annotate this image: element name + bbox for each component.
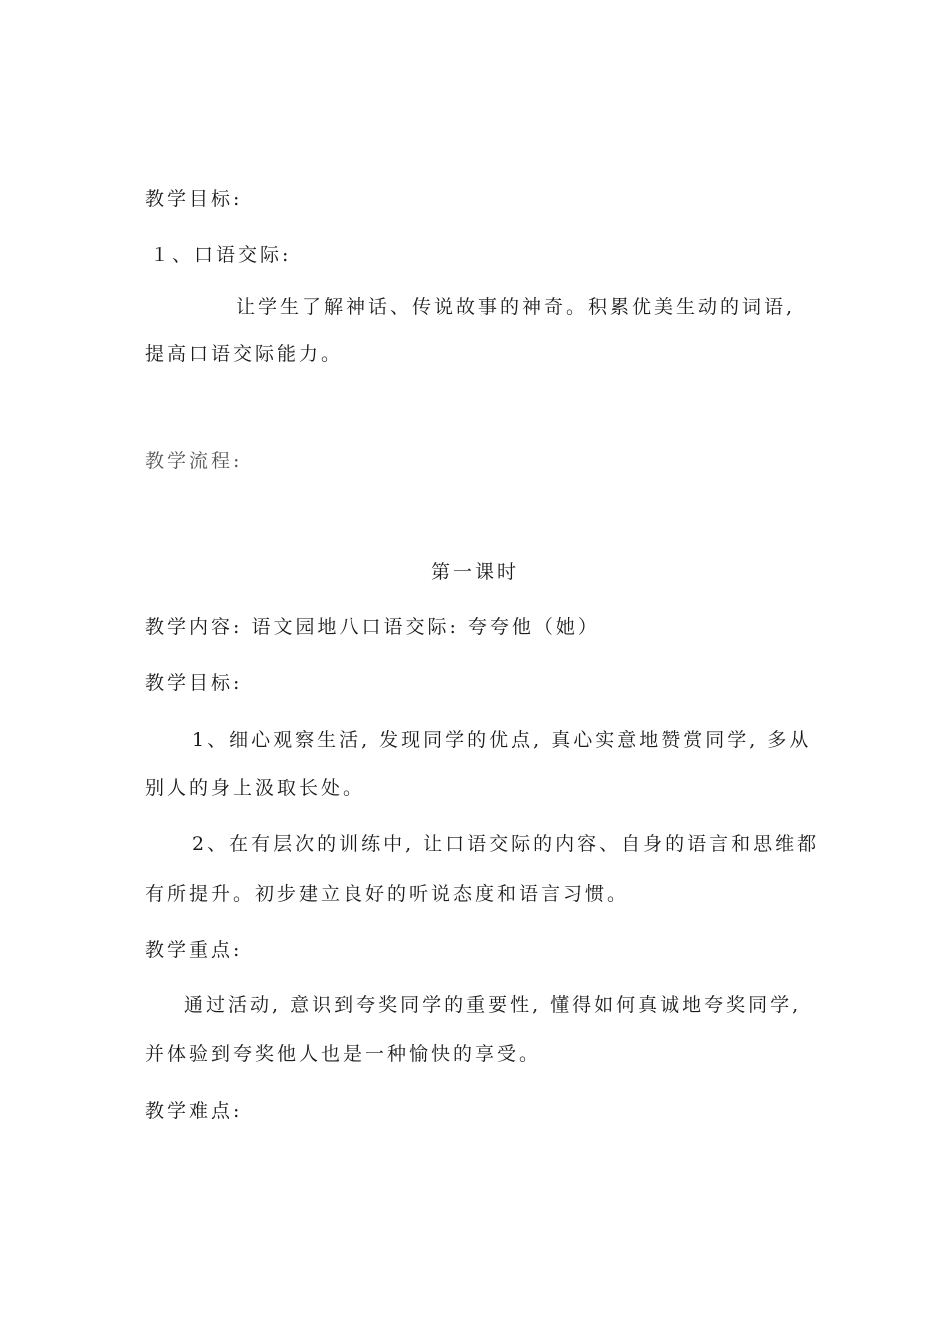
objective-1-line-1: 1、细心观察生活, 发现同学的优点, 真心实意地赞赏同学, 多从	[192, 729, 812, 751]
objective-2-line-2: 有所提升。初步建立良好的听说态度和语言习惯。	[145, 883, 630, 905]
lesson-title: 第一课时	[430, 561, 519, 583]
objective-2-line-1: 2、在有层次的训练中, 让口语交际的内容、自身的语言和思维都	[192, 833, 820, 855]
item-body-line-1: 让学生了解神话、传说故事的神奇。积累优美生动的词语,	[236, 296, 796, 318]
section-heading-key-points: 教学重点:	[145, 939, 243, 961]
key-points-line-2: 并体验到夸奖他人也是一种愉快的享受。	[145, 1043, 542, 1065]
teaching-content-line: 教学内容: 语文园地八口语交际: 夸夸他（她）	[145, 616, 600, 638]
key-points-line-1: 通过活动, 意识到夸奖同学的重要性, 懂得如何真诚地夸奖同学,	[184, 994, 802, 1016]
section-heading-flow: 教学流程:	[145, 450, 243, 472]
section-heading-difficulties: 教学难点:	[145, 1100, 243, 1122]
objective-1-line-2: 别人的身上汲取长处。	[145, 777, 366, 799]
section-heading-objectives: 教学目标:	[145, 188, 243, 210]
section-heading-objectives-2: 教学目标:	[145, 672, 243, 694]
item-title-oral-communication: １、口语交际:	[150, 244, 292, 266]
item-body-line-2: 提高口语交际能力。	[145, 343, 344, 365]
